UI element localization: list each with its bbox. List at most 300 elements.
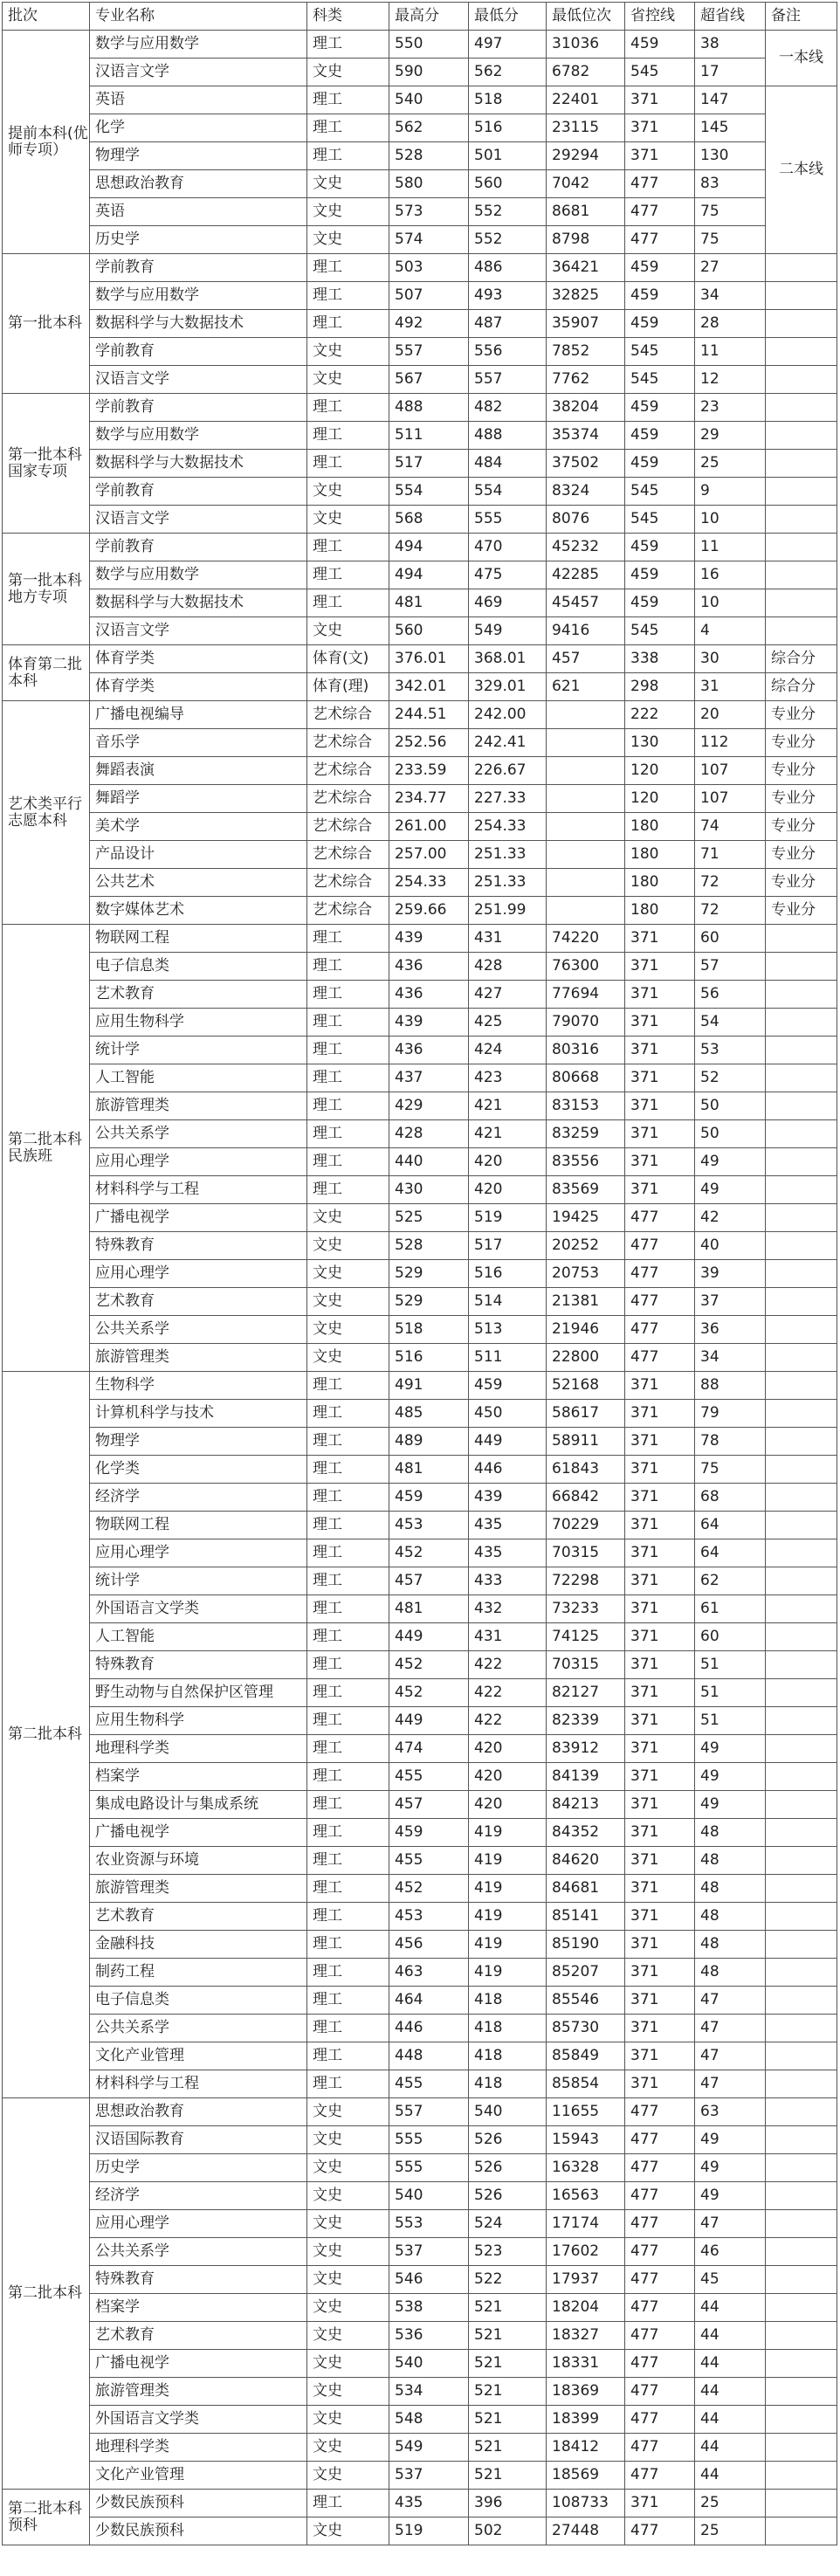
header-max-score: 最高分 xyxy=(389,3,469,31)
remark-cell: 一本线 xyxy=(766,31,837,86)
min-rank-cell: 84620 xyxy=(547,1847,625,1875)
remark-cell xyxy=(766,254,837,282)
above-line-cell: 75 xyxy=(695,198,766,226)
above-line-cell: 71 xyxy=(695,841,766,869)
control-line-cell: 545 xyxy=(625,617,695,645)
min-rank-cell: 37502 xyxy=(547,450,625,478)
table-row xyxy=(3,785,837,813)
min-rank-cell: 21946 xyxy=(547,1316,625,1344)
major-cell: 美术学 xyxy=(90,813,307,841)
control-line-cell: 477 xyxy=(625,2517,695,2545)
control-line-cell: 477 xyxy=(625,1204,695,1232)
min-score-cell: 552 xyxy=(469,198,547,226)
major-cell: 经济学 xyxy=(90,1484,307,1512)
header-batch: 批次 xyxy=(3,3,90,31)
control-line-cell: 477 xyxy=(625,1316,695,1344)
table-row xyxy=(3,1539,837,1567)
remark-cell xyxy=(766,2126,837,2154)
major-cell: 英语 xyxy=(90,198,307,226)
category-cell: 理工 xyxy=(307,2042,389,2070)
min-rank-cell: 35374 xyxy=(547,422,625,450)
min-score-cell: 419 xyxy=(469,1875,547,1903)
min-rank-cell: 19425 xyxy=(547,1204,625,1232)
table-row xyxy=(3,366,837,394)
category-cell: 理工 xyxy=(307,422,389,450)
min-score-cell: 424 xyxy=(469,1037,547,1064)
table-row xyxy=(3,1204,837,1232)
table-row xyxy=(3,841,837,869)
above-line-cell: 27 xyxy=(695,254,766,282)
control-line-cell: 180 xyxy=(625,813,695,841)
min-score-cell: 526 xyxy=(469,2126,547,2154)
max-score-cell: 481 xyxy=(389,1595,469,1623)
major-cell: 广播电视学 xyxy=(90,2350,307,2378)
control-line-cell: 371 xyxy=(625,1875,695,1903)
major-cell: 舞蹈学 xyxy=(90,785,307,813)
min-score-cell: 469 xyxy=(469,589,547,617)
major-cell: 旅游管理类 xyxy=(90,1344,307,1372)
major-cell: 制药工程 xyxy=(90,1959,307,1987)
control-line-cell: 371 xyxy=(625,1679,695,1707)
control-line-cell: 338 xyxy=(625,645,695,673)
min-score-cell: 554 xyxy=(469,478,547,506)
min-rank-cell xyxy=(547,897,625,925)
min-rank-cell: 8324 xyxy=(547,478,625,506)
table-row xyxy=(3,2070,837,2098)
remark-cell: 专业分 xyxy=(766,869,837,897)
control-line-cell: 477 xyxy=(625,2098,695,2126)
table-row xyxy=(3,1372,837,1400)
min-rank-cell: 73233 xyxy=(547,1595,625,1623)
min-rank-cell: 83912 xyxy=(547,1735,625,1763)
remark-cell xyxy=(766,1707,837,1735)
table-row xyxy=(3,617,837,645)
category-cell: 文史 xyxy=(307,478,389,506)
major-cell: 学前教育 xyxy=(90,338,307,366)
remark-cell xyxy=(766,366,837,394)
control-line-cell: 459 xyxy=(625,561,695,589)
min-score-cell: 513 xyxy=(469,1316,547,1344)
max-score-cell: 574 xyxy=(389,226,469,254)
table-row xyxy=(3,1735,837,1763)
category-cell: 文史 xyxy=(307,1344,389,1372)
table-row xyxy=(3,2098,837,2126)
min-score-cell: 562 xyxy=(469,59,547,86)
remark-cell xyxy=(766,1539,837,1567)
table-row xyxy=(3,1260,837,1288)
major-cell: 艺术教育 xyxy=(90,1288,307,1316)
table-row xyxy=(3,2322,837,2350)
min-score-cell: 549 xyxy=(469,617,547,645)
remark-cell xyxy=(766,589,837,617)
major-cell: 应用生物科学 xyxy=(90,1009,307,1037)
category-cell: 理工 xyxy=(307,953,389,981)
table-row xyxy=(3,813,837,841)
above-line-cell: 53 xyxy=(695,1037,766,1064)
above-line-cell: 34 xyxy=(695,1344,766,1372)
control-line-cell: 371 xyxy=(625,1987,695,2015)
min-rank-cell: 70229 xyxy=(547,1512,625,1539)
above-line-cell: 17 xyxy=(695,59,766,86)
min-rank-cell: 85190 xyxy=(547,1931,625,1959)
major-cell: 金融科技 xyxy=(90,1931,307,1959)
control-line-cell: 371 xyxy=(625,1651,695,1679)
above-line-cell: 44 xyxy=(695,2294,766,2322)
table-row xyxy=(3,953,837,981)
min-rank-cell: 82127 xyxy=(547,1679,625,1707)
remark-cell: 专业分 xyxy=(766,729,837,757)
table-row xyxy=(3,1651,837,1679)
major-cell: 公共关系学 xyxy=(90,2015,307,2042)
control-line-cell: 477 xyxy=(625,2378,695,2406)
major-cell: 数字媒体艺术 xyxy=(90,897,307,925)
remark-cell xyxy=(766,1344,837,1372)
control-line-cell: 477 xyxy=(625,2322,695,2350)
min-rank-cell: 85141 xyxy=(547,1903,625,1931)
min-rank-cell: 84213 xyxy=(547,1791,625,1819)
table-row xyxy=(3,506,837,534)
min-score-cell: 418 xyxy=(469,2070,547,2098)
major-cell: 化学 xyxy=(90,114,307,142)
control-line-cell: 477 xyxy=(625,2350,695,2378)
min-rank-cell: 52168 xyxy=(547,1372,625,1400)
category-cell: 体育(理) xyxy=(307,673,389,701)
above-line-cell: 25 xyxy=(695,450,766,478)
control-line-cell: 371 xyxy=(625,1064,695,1092)
min-rank-cell: 17174 xyxy=(547,2210,625,2238)
remark-cell xyxy=(766,1232,837,1260)
max-score-cell: 430 xyxy=(389,1176,469,1204)
min-score-cell: 418 xyxy=(469,1987,547,2015)
min-rank-cell: 45457 xyxy=(547,589,625,617)
major-cell: 学前教育 xyxy=(90,254,307,282)
min-rank-cell: 80668 xyxy=(547,1064,625,1092)
max-score-cell: 518 xyxy=(389,1316,469,1344)
table-row xyxy=(3,2182,837,2210)
major-cell: 计算机科学与技术 xyxy=(90,1400,307,1428)
major-cell: 物理学 xyxy=(90,142,307,170)
remark-cell xyxy=(766,2210,837,2238)
max-score-cell: 494 xyxy=(389,561,469,589)
max-score-cell: 488 xyxy=(389,394,469,422)
remark-cell xyxy=(766,1987,837,2015)
min-score-cell: 488 xyxy=(469,422,547,450)
remark-cell: 专业分 xyxy=(766,785,837,813)
category-cell: 文史 xyxy=(307,1316,389,1344)
remark-cell xyxy=(766,2350,837,2378)
major-cell: 文化产业管理 xyxy=(90,2042,307,2070)
max-score-cell: 503 xyxy=(389,254,469,282)
control-line-cell: 130 xyxy=(625,729,695,757)
major-cell: 旅游管理类 xyxy=(90,2378,307,2406)
min-score-cell: 519 xyxy=(469,1204,547,1232)
category-cell: 文史 xyxy=(307,366,389,394)
min-score-cell: 242.41 xyxy=(469,729,547,757)
table-row xyxy=(3,1009,837,1037)
max-score-cell: 452 xyxy=(389,1539,469,1567)
above-line-cell: 34 xyxy=(695,282,766,310)
remark-cell xyxy=(766,925,837,953)
control-line-cell: 371 xyxy=(625,1763,695,1791)
min-score-cell: 422 xyxy=(469,1707,547,1735)
major-cell: 汉语言文学 xyxy=(90,366,307,394)
max-score-cell: 548 xyxy=(389,2406,469,2434)
category-cell: 理工 xyxy=(307,450,389,478)
table-row xyxy=(3,1344,837,1372)
control-line-cell: 298 xyxy=(625,673,695,701)
min-score-cell: 251.33 xyxy=(469,841,547,869)
remark-cell xyxy=(766,2042,837,2070)
above-line-cell: 48 xyxy=(695,1819,766,1847)
table-row xyxy=(3,2517,837,2545)
control-line-cell: 459 xyxy=(625,282,695,310)
max-score-cell: 453 xyxy=(389,1512,469,1539)
control-line-cell: 180 xyxy=(625,841,695,869)
major-cell: 广播电视学 xyxy=(90,1204,307,1232)
min-rank-cell: 83569 xyxy=(547,1176,625,1204)
remark-cell xyxy=(766,1512,837,1539)
max-score-cell: 428 xyxy=(389,1120,469,1148)
max-score-cell: 429 xyxy=(389,1092,469,1120)
remark-cell xyxy=(766,2098,837,2126)
min-rank-cell: 61843 xyxy=(547,1456,625,1484)
remark-cell xyxy=(766,478,837,506)
min-score-cell: 420 xyxy=(469,1148,547,1176)
table-row xyxy=(3,2378,837,2406)
category-cell: 理工 xyxy=(307,31,389,59)
category-cell: 理工 xyxy=(307,534,389,561)
category-cell: 理工 xyxy=(307,1847,389,1875)
category-cell: 文史 xyxy=(307,2210,389,2238)
min-score-cell: 449 xyxy=(469,1428,547,1456)
major-cell: 旅游管理类 xyxy=(90,1092,307,1120)
major-cell: 应用心理学 xyxy=(90,1539,307,1567)
table-body xyxy=(3,31,837,2545)
remark-cell xyxy=(766,2378,837,2406)
major-cell: 舞蹈表演 xyxy=(90,757,307,785)
major-cell: 材料科学与工程 xyxy=(90,1176,307,1204)
category-cell: 理工 xyxy=(307,1903,389,1931)
remark-cell xyxy=(766,2462,837,2490)
control-line-cell: 477 xyxy=(625,2182,695,2210)
major-cell: 艺术教育 xyxy=(90,1903,307,1931)
max-score-cell: 453 xyxy=(389,1903,469,1931)
category-cell: 文史 xyxy=(307,617,389,645)
min-score-cell: 419 xyxy=(469,1847,547,1875)
above-line-cell: 46 xyxy=(695,2238,766,2266)
major-cell: 公共艺术 xyxy=(90,869,307,897)
remark-cell xyxy=(766,1484,837,1512)
min-rank-cell: 7852 xyxy=(547,338,625,366)
above-line-cell: 63 xyxy=(695,2098,766,2126)
max-score-cell: 507 xyxy=(389,282,469,310)
table-row xyxy=(3,1847,837,1875)
remark-cell xyxy=(766,422,837,450)
min-score-cell: 516 xyxy=(469,114,547,142)
max-score-cell: 439 xyxy=(389,1009,469,1037)
min-score-cell: 556 xyxy=(469,338,547,366)
remark-cell xyxy=(766,1372,837,1400)
category-cell: 理工 xyxy=(307,1791,389,1819)
table-row xyxy=(3,1176,837,1204)
category-cell: 理工 xyxy=(307,1959,389,1987)
table-row xyxy=(3,1456,837,1484)
category-cell: 理工 xyxy=(307,1763,389,1791)
remark-cell xyxy=(766,1819,837,1847)
max-score-cell: 481 xyxy=(389,1456,469,1484)
major-cell: 汉语言文学 xyxy=(90,59,307,86)
table-row xyxy=(3,450,837,478)
above-line-cell: 20 xyxy=(695,701,766,729)
major-cell: 体育学类 xyxy=(90,673,307,701)
category-cell: 理工 xyxy=(307,1009,389,1037)
min-score-cell: 368.01 xyxy=(469,645,547,673)
max-score-cell: 452 xyxy=(389,1651,469,1679)
control-line-cell: 371 xyxy=(625,2070,695,2098)
major-cell: 外国语言文学类 xyxy=(90,2406,307,2434)
category-cell: 文史 xyxy=(307,2154,389,2182)
min-score-cell: 521 xyxy=(469,2462,547,2490)
min-score-cell: 521 xyxy=(469,2406,547,2434)
major-cell: 档案学 xyxy=(90,2294,307,2322)
table-row xyxy=(3,254,837,282)
table-row xyxy=(3,2490,837,2517)
min-score-cell: 420 xyxy=(469,1763,547,1791)
category-cell: 理工 xyxy=(307,1428,389,1456)
max-score-cell: 342.01 xyxy=(389,673,469,701)
category-cell: 文史 xyxy=(307,1260,389,1288)
category-cell: 艺术综合 xyxy=(307,701,389,729)
table-row xyxy=(3,2042,837,2070)
max-score-cell: 562 xyxy=(389,114,469,142)
remark-cell: 二本线 xyxy=(766,86,837,254)
control-line-cell: 477 xyxy=(625,1344,695,1372)
max-score-cell: 436 xyxy=(389,1037,469,1064)
min-rank-cell: 21381 xyxy=(547,1288,625,1316)
category-cell: 文史 xyxy=(307,1232,389,1260)
category-cell: 理工 xyxy=(307,1456,389,1484)
max-score-cell: 456 xyxy=(389,1931,469,1959)
major-cell: 艺术教育 xyxy=(90,981,307,1009)
above-line-cell: 52 xyxy=(695,1064,766,1092)
min-score-cell: 242.00 xyxy=(469,701,547,729)
above-line-cell: 75 xyxy=(695,226,766,254)
table-row xyxy=(3,1707,837,1735)
control-line-cell: 371 xyxy=(625,1931,695,1959)
header-major: 专业名称 xyxy=(90,3,307,31)
above-line-cell: 44 xyxy=(695,2462,766,2490)
remark-cell xyxy=(766,1595,837,1623)
major-cell: 数据科学与大数据技术 xyxy=(90,310,307,338)
category-cell: 理工 xyxy=(307,1707,389,1735)
remark-cell xyxy=(766,2490,837,2517)
category-cell: 文史 xyxy=(307,2266,389,2294)
major-cell: 数学与应用数学 xyxy=(90,31,307,59)
batch-cell: 提前本科(优师专项） xyxy=(3,31,90,254)
category-cell: 理工 xyxy=(307,1092,389,1120)
remark-cell: 综合分 xyxy=(766,645,837,673)
min-score-cell: 251.99 xyxy=(469,897,547,925)
max-score-cell: 567 xyxy=(389,366,469,394)
table-row xyxy=(3,2126,837,2154)
max-score-cell: 529 xyxy=(389,1288,469,1316)
category-cell: 体育(文) xyxy=(307,645,389,673)
min-rank-cell: 18412 xyxy=(547,2434,625,2462)
major-cell: 文化产业管理 xyxy=(90,2462,307,2490)
min-rank-cell: 79070 xyxy=(547,1009,625,1037)
control-line-cell: 477 xyxy=(625,2434,695,2462)
table-row xyxy=(3,1037,837,1064)
max-score-cell: 540 xyxy=(389,2350,469,2378)
category-cell: 理工 xyxy=(307,1064,389,1092)
table-row xyxy=(3,338,837,366)
control-line-cell: 371 xyxy=(625,114,695,142)
min-rank-cell: 17602 xyxy=(547,2238,625,2266)
min-score-cell: 516 xyxy=(469,1260,547,1288)
control-line-cell: 477 xyxy=(625,1232,695,1260)
min-rank-cell: 31036 xyxy=(547,31,625,59)
min-score-cell: 254.33 xyxy=(469,813,547,841)
above-line-cell: 31 xyxy=(695,673,766,701)
max-score-cell: 553 xyxy=(389,2210,469,2238)
remark-cell xyxy=(766,282,837,310)
above-line-cell: 29 xyxy=(695,422,766,450)
min-score-cell: 421 xyxy=(469,1120,547,1148)
above-line-cell: 50 xyxy=(695,1120,766,1148)
above-line-cell: 62 xyxy=(695,1567,766,1595)
remark-cell: 专业分 xyxy=(766,813,837,841)
min-score-cell: 420 xyxy=(469,1176,547,1204)
max-score-cell: 537 xyxy=(389,2462,469,2490)
max-score-cell: 550 xyxy=(389,31,469,59)
above-line-cell: 47 xyxy=(695,2210,766,2238)
min-rank-cell: 29294 xyxy=(547,142,625,170)
min-rank-cell: 85849 xyxy=(547,2042,625,2070)
max-score-cell: 481 xyxy=(389,589,469,617)
max-score-cell: 464 xyxy=(389,1987,469,2015)
remark-cell xyxy=(766,1903,837,1931)
min-rank-cell: 84352 xyxy=(547,1819,625,1847)
min-rank-cell: 83556 xyxy=(547,1148,625,1176)
batch-cell: 第一批本科国家专项 xyxy=(3,394,90,534)
min-score-cell: 422 xyxy=(469,1679,547,1707)
table-row xyxy=(3,226,837,254)
min-score-cell: 523 xyxy=(469,2238,547,2266)
category-cell: 理工 xyxy=(307,1595,389,1623)
category-cell: 理工 xyxy=(307,1735,389,1763)
min-score-cell: 251.33 xyxy=(469,869,547,897)
max-score-cell: 439 xyxy=(389,925,469,953)
batch-cell: 第二批本科预科 xyxy=(3,2490,90,2545)
above-line-cell: 61 xyxy=(695,1595,766,1623)
remark-cell xyxy=(766,534,837,561)
table-row xyxy=(3,31,837,59)
min-rank-cell: 42285 xyxy=(547,561,625,589)
remark-cell xyxy=(766,1316,837,1344)
major-cell: 数学与应用数学 xyxy=(90,561,307,589)
max-score-cell: 528 xyxy=(389,1232,469,1260)
major-cell: 旅游管理类 xyxy=(90,1875,307,1903)
category-cell: 理工 xyxy=(307,1120,389,1148)
min-rank-cell: 70315 xyxy=(547,1651,625,1679)
batch-cell: 第一批本科地方专项 xyxy=(3,534,90,645)
max-score-cell: 455 xyxy=(389,1763,469,1791)
remark-cell xyxy=(766,2322,837,2350)
above-line-cell: 60 xyxy=(695,1623,766,1651)
remark-cell xyxy=(766,1288,837,1316)
min-rank-cell: 38204 xyxy=(547,394,625,422)
control-line-cell: 371 xyxy=(625,1847,695,1875)
